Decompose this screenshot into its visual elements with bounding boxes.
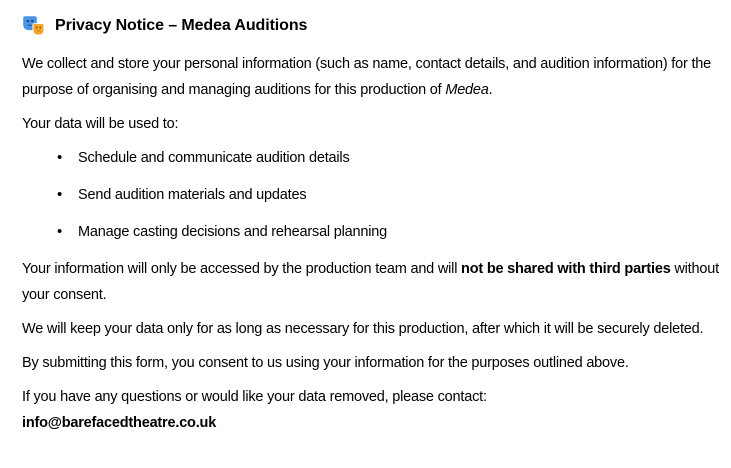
intro-paragraph xyxy=(22,51,719,103)
retention-paragraph: We will keep your data only for as long as necessary for this production, after which it will be securely deleted. xyxy=(22,321,704,337)
data-use-list xyxy=(22,145,719,245)
contact-line: If you have any questions or would like your data removed, please contact: xyxy=(22,389,487,405)
intro-italic-title: Medea xyxy=(445,82,489,98)
theater-masks-icon xyxy=(22,14,46,38)
list-item: • Manage casting decisions and rehearsal planning xyxy=(78,219,719,245)
access-text-before: Your information will only be accessed by the production team and will xyxy=(22,261,462,277)
list-item: • Schedule and communicate audition details xyxy=(78,145,719,171)
intro-text-before: We collect and store your personal information (such as name, contact details, and audition information) for the purpose of organising and managing auditions for this production of xyxy=(22,56,712,98)
data-use-lead: Your data will be used to: xyxy=(22,116,179,132)
access-text-after: without your consent. xyxy=(22,261,719,303)
page-title xyxy=(22,13,719,39)
contact-paragraph xyxy=(22,384,719,436)
list-item: • Send audition materials and updates xyxy=(78,182,719,208)
contact-email: info@barefacedtheatre.co.uk xyxy=(22,415,217,431)
access-paragraph xyxy=(22,256,719,308)
page-title-text: Privacy Notice – Medea Auditions xyxy=(55,17,308,34)
intro-text-after: . xyxy=(488,82,493,98)
access-bold-text: not be shared with third parties xyxy=(461,261,671,277)
consent-paragraph: By submitting this form, you consent to us using your information for the purposes outlined above. xyxy=(22,355,629,371)
